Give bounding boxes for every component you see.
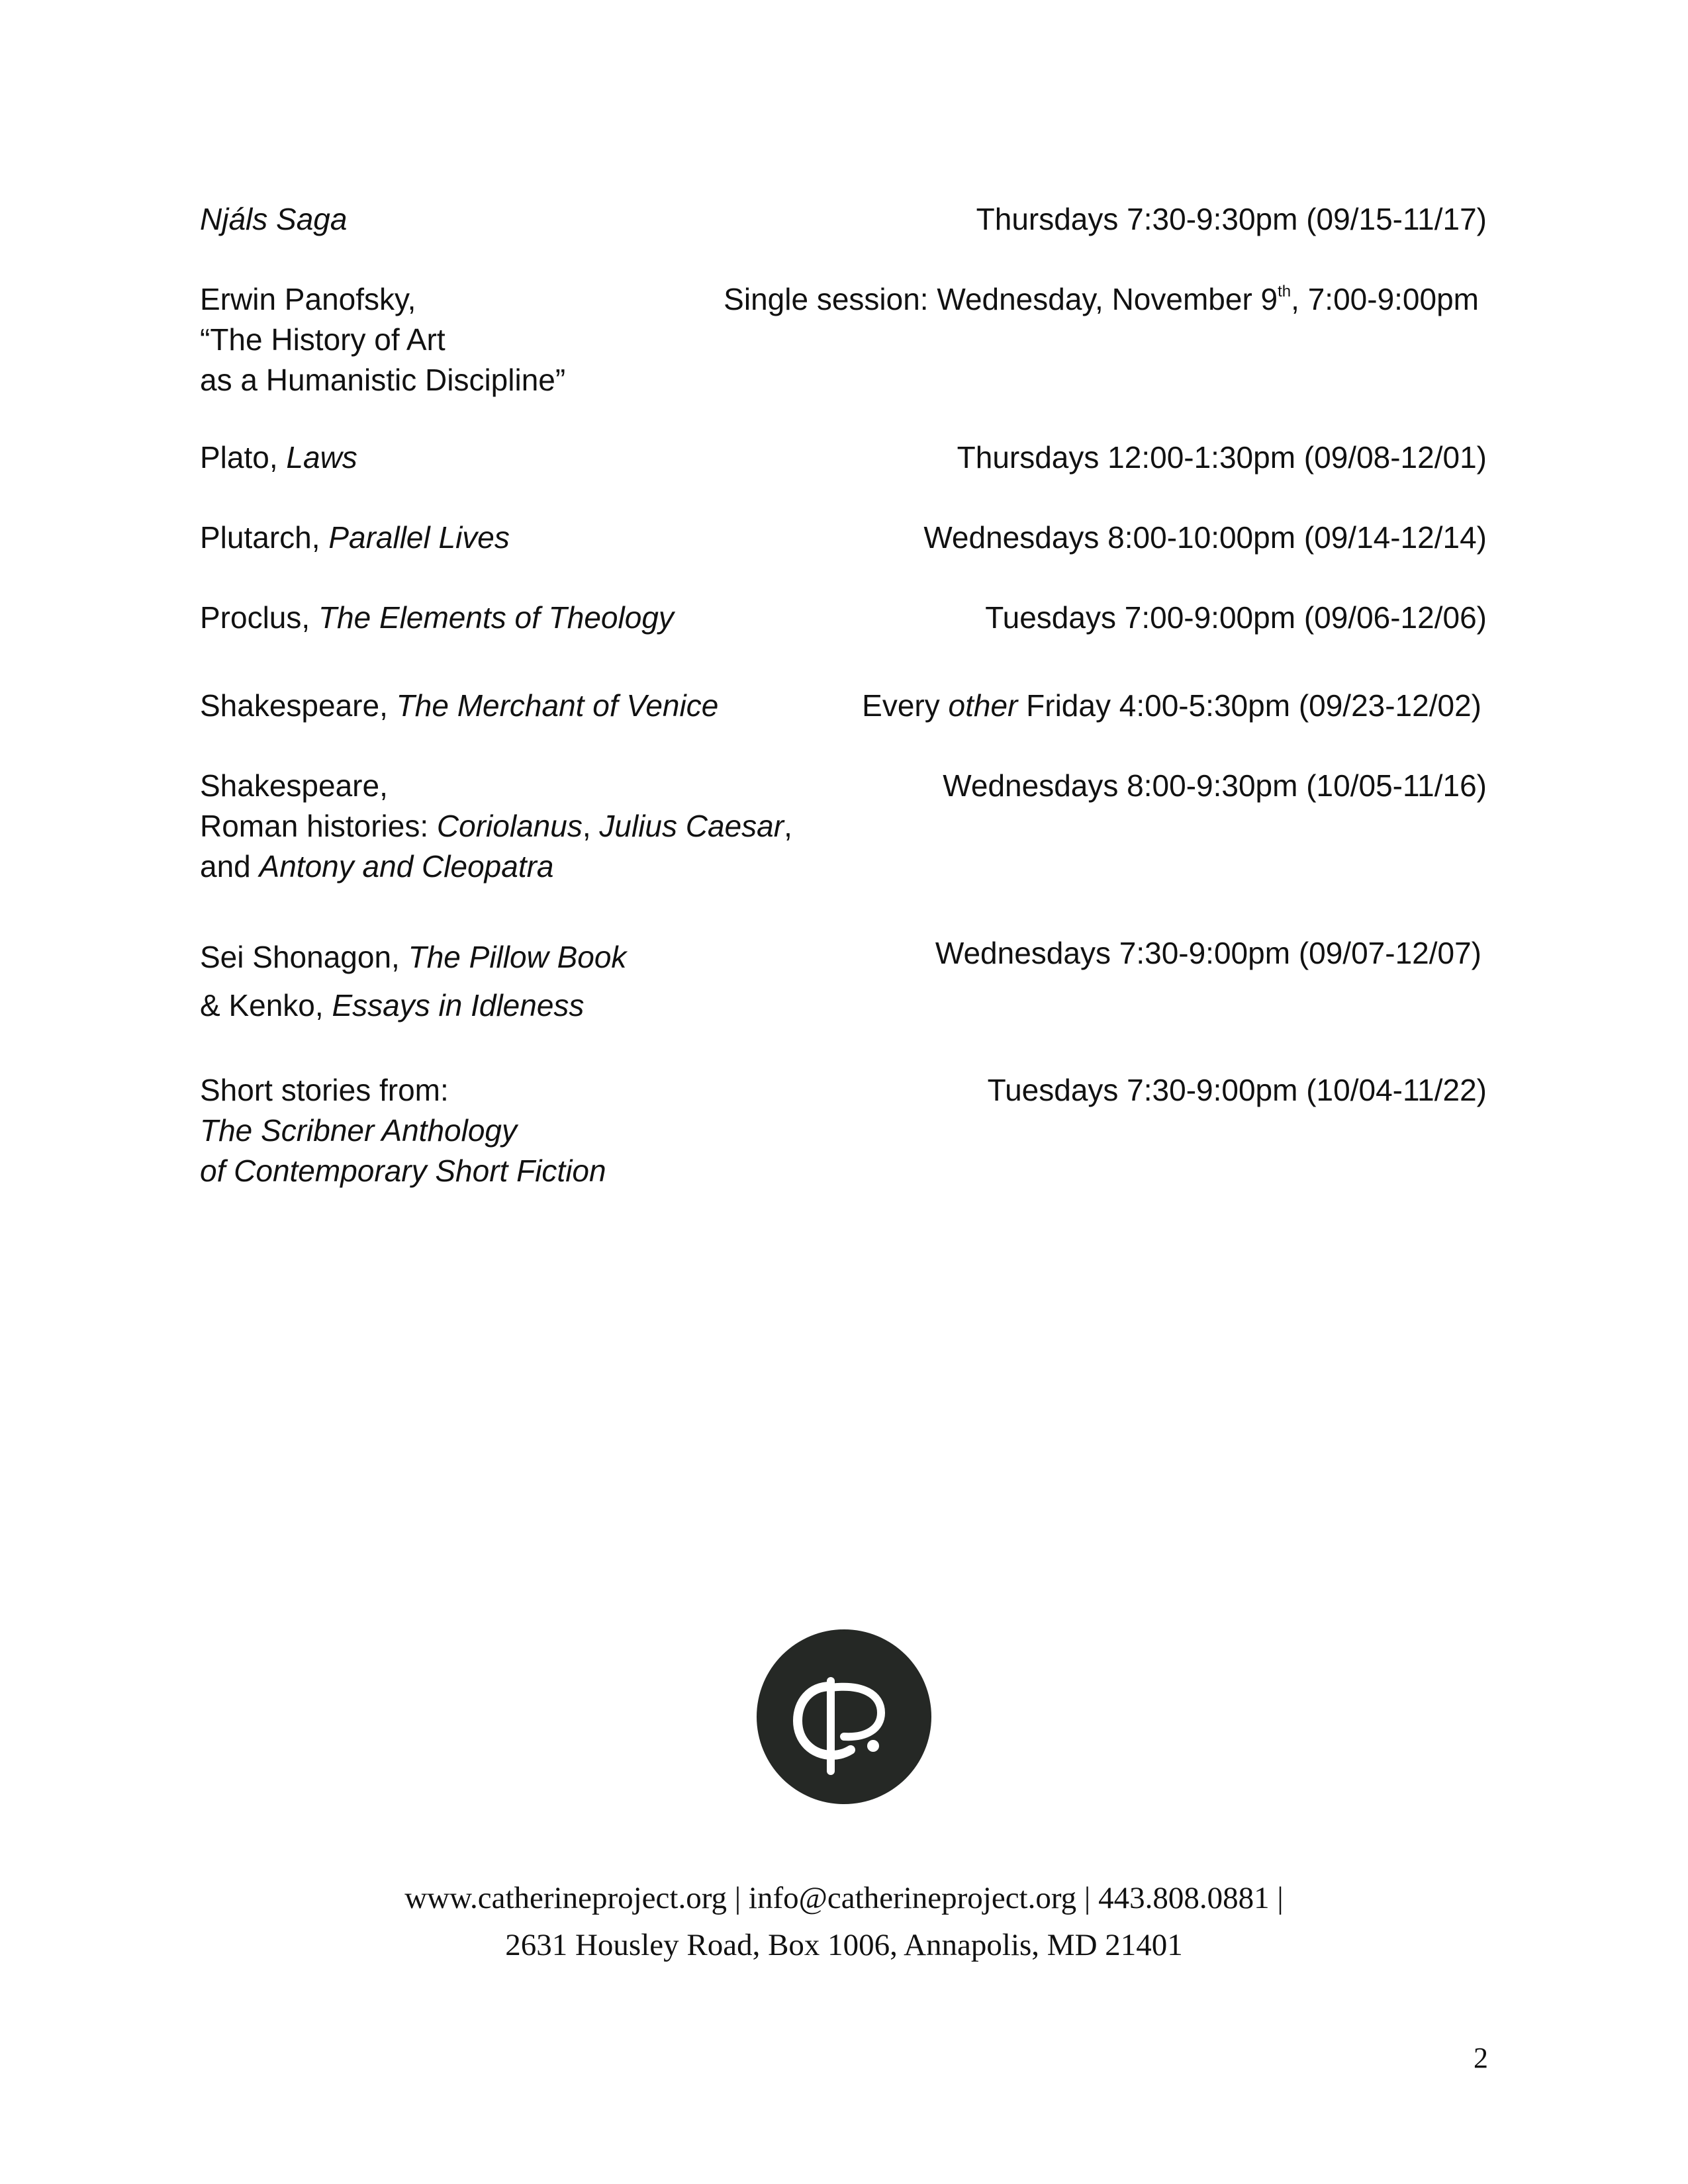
course-title: [200, 933, 626, 1030]
course-title: [200, 199, 347, 240]
schedule-emphasis: other: [948, 688, 1018, 723]
schedule-text: Friday 4:00-5:30pm (09/23-12/02): [1017, 688, 1481, 723]
course-work: The Merchant of Venice: [396, 688, 719, 723]
course-title: [200, 279, 565, 400]
course-title: [200, 1070, 606, 1191]
course-work: Parallel Lives: [328, 520, 510, 555]
course-author: Sei Shonagon,: [200, 940, 408, 974]
schedule-text: Every: [862, 688, 949, 723]
course-schedule: Tuesdays 7:00-9:00pm (09/06-12/06): [985, 600, 1487, 635]
course-schedule: Wednesdays 8:00-10:00pm (09/14-12/14): [923, 520, 1487, 555]
course-title-line: as a Humanistic Discipline”: [200, 363, 566, 397]
course-title-line: Short stories from:: [200, 1073, 449, 1107]
page-number: 2: [1474, 2042, 1488, 2074]
course-title-text: and: [200, 849, 259, 884]
website-link[interactable]: www.catherineproject.org: [404, 1881, 727, 1915]
course-title: [200, 686, 718, 726]
course-schedule: Thursdays 12:00-1:30pm (09/08-12/01): [957, 440, 1487, 475]
phone-number: 443.808.0881: [1098, 1881, 1270, 1915]
course-schedule: Thursdays 7:30-9:30pm (09/15-11/17): [976, 202, 1487, 236]
course-title-line: “The History of Art: [200, 322, 445, 357]
course-author: & Kenko,: [200, 988, 332, 1023]
footer-address: 2631 Housley Road, Box 1006, Annapolis, MD 21401: [505, 1928, 1183, 1962]
course-title-text: Roman histories:: [200, 809, 437, 843]
course-title-line: Shakespeare,: [200, 768, 388, 803]
course-title-italic: Njáls Saga: [200, 202, 348, 236]
course-schedule: Tuesdays 7:30-9:00pm (10/04-11/22): [987, 1073, 1487, 1107]
course-title-text: ,: [582, 809, 600, 843]
course-title: [200, 598, 674, 638]
course-schedule: Wednesdays 8:00-9:30pm (10/05-11/16): [943, 768, 1487, 803]
course-work: The Pillow Book: [408, 940, 627, 974]
ordinal-suffix: th: [1278, 283, 1291, 300]
schedule-text: Single session: Wednesday, November 9: [724, 282, 1278, 316]
course-work: of Contemporary Short Fiction: [200, 1154, 606, 1188]
course-title-text: ,: [784, 809, 792, 843]
footer-contact-line: [0, 1878, 1688, 1918]
separator: |: [727, 1881, 749, 1915]
course-work: The Scribner Anthology: [200, 1113, 518, 1148]
course-work: Essays in Idleness: [332, 988, 585, 1023]
schedule-text: , 7:00-9:00pm: [1291, 282, 1479, 316]
separator: |: [1076, 1881, 1099, 1915]
email-link[interactable]: info@catherineproject.org: [748, 1881, 1077, 1915]
catherine-project-logo-icon: [757, 1629, 931, 1804]
course-work: Coriolanus: [436, 809, 583, 843]
course-author: Plato,: [200, 440, 287, 475]
course-author: Proclus,: [200, 600, 318, 635]
course-work: Julius Caesar: [599, 809, 784, 843]
separator: |: [1269, 1881, 1284, 1915]
course-title: [200, 518, 510, 558]
course-work: The Elements of Theology: [318, 600, 674, 635]
course-author: Shakespeare,: [200, 688, 397, 723]
course-author: Plutarch,: [200, 520, 329, 555]
course-title-line: Erwin Panofsky,: [200, 282, 416, 316]
course-schedule: [724, 279, 1479, 320]
monogram-cp: [757, 1629, 931, 1804]
course-work: Antony and Cleopatra: [259, 849, 554, 884]
course-title: [200, 437, 357, 478]
course-title: [200, 766, 792, 887]
course-work: Laws: [286, 440, 357, 475]
course-schedule: [862, 686, 1481, 726]
course-schedule: Wednesdays 7:30-9:00pm (09/07-12/07): [935, 936, 1481, 970]
